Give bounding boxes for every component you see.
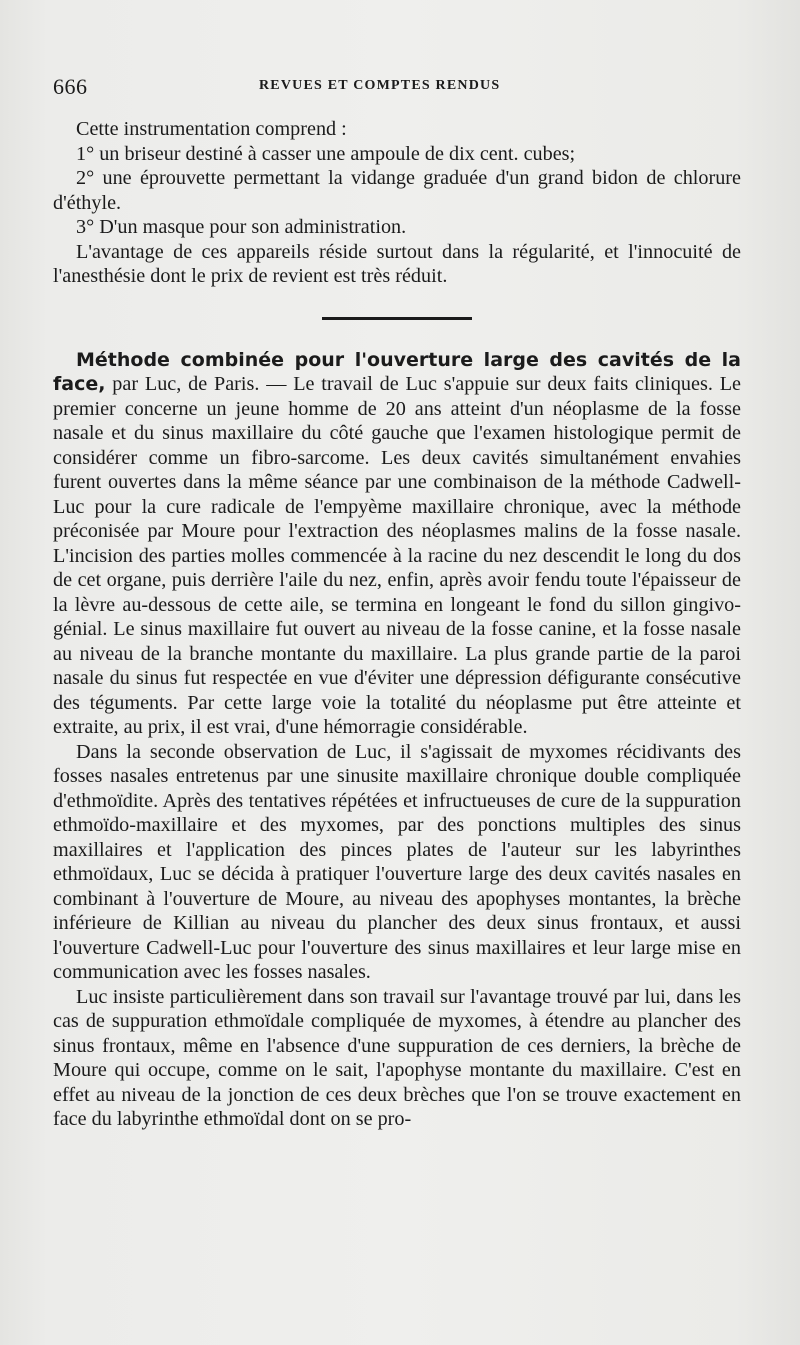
page-header (53, 74, 747, 100)
intro-line: 2° une éprouvette permettant la vidange graduée d'un grand bidon de chlorure d'éthyle. (53, 167, 741, 214)
body-paragraph: Dans la seconde observation de Luc, il s'agissait de myxomes récidivants des fosses nasales entretenus par une sinusite maxillaire chronique double compliquée d'ethmoïdite. Après des tentatives répétées et infructueuses de cure de la suppuration ethmoïdo-maxillaire et des myxomes, par des ponctions multiples des sinus maxillaires et l'application des pinces plates de l'auteur sur les labyrinthes ethmoïdaux, Luc se décida à pratiquer l'ouverture large des deux cavités nasales en combinant à l'ouverture de Moure, au niveau des apophyses montantes, la brèche inférieure de Killian au niveau du plancher des deux sinus frontaux, et aussi l'ouverture Cadwell-Luc pour l'ouverture des sinus maxillaires et leur large mise en communication avec les fosses nasales. (53, 740, 741, 983)
intro-line: Cette instrumentation comprend : (76, 118, 347, 140)
article-title: Méthode combinée pour l'ouverture large des cavités de la face, (53, 348, 741, 395)
article-body: par Luc, de Paris. — Le travail de Luc s'appuie sur deux faits cliniques. Le premier concerne un jeune homme de 20 ans atteint d'un néoplasme de la fosse nasale et du sinus maxillaire du côté gauche que l'examen histologique permit de considérer comme un fibro-sarcome. Les deux cavités simultanément envahies furent ouvertes dans la même séance par une combinaison de la méthode Cadwell-Luc pour la cure radicale de l'empyème maxillaire chronique, avec la méthode préconisée par Moure pour l'extraction des néoplasmes malins de la fosse nasale. L'incision des parties molles commencée à la racine du nez descendit le long du dos de cet organe, puis derrière l'aile du nez, enfin, après avoir fendu toute l'épaisseur de la lèvre au-dessous de cette aile, se termina en longeant le fond du sillon gingivo-génial. Le sinus maxillaire fut ouvert au niveau de la fosse canine, et la fosse nasale au niveau de la branche montante du maxillaire. La plus grande partie de la paroi nasale du sinus fut respectée en vue d'éviter une dépression défigurante consécutive des téguments. Par cette large voie la totalité du néoplasme put être atteinte et extraite, au prix, il est vrai, d'une hémorragie considérable. (53, 373, 741, 738)
intro-line: 3° D'un masque pour son administration. (76, 216, 407, 238)
body-paragraph: Luc insiste particulièrement dans son travail sur l'avantage trouvé par lui, dans les cas de suppuration ethmoïdale compliquée de myxomes, à étendre au plancher des sinus frontaux, même en l'absence d'une suppuration de ces derniers, la brèche de Moure qui occupe, comme on le sait, l'apophyse montante du maxillaire. C'est en effet au niveau de la jonction de ces deux brèches que l'on se trouve exactement en face du labyrinthe ethmoïdal dont on se pro- (53, 985, 741, 1130)
section-divider (322, 317, 472, 320)
page-number: 666 (53, 74, 88, 99)
article-paragraph (53, 348, 741, 740)
intro-line: 1° un briseur destiné à casser une ampoule de dix cent. cubes; (76, 142, 576, 165)
page-body (53, 117, 741, 1132)
running-head: REVUES ET COMPTES RENDUS (259, 78, 501, 93)
intro-line: L'avantage de ces appareils réside surtout dans la régularité, et l'innocuité de l'anesthésie dont le prix de revient est très réduit. (53, 240, 741, 287)
